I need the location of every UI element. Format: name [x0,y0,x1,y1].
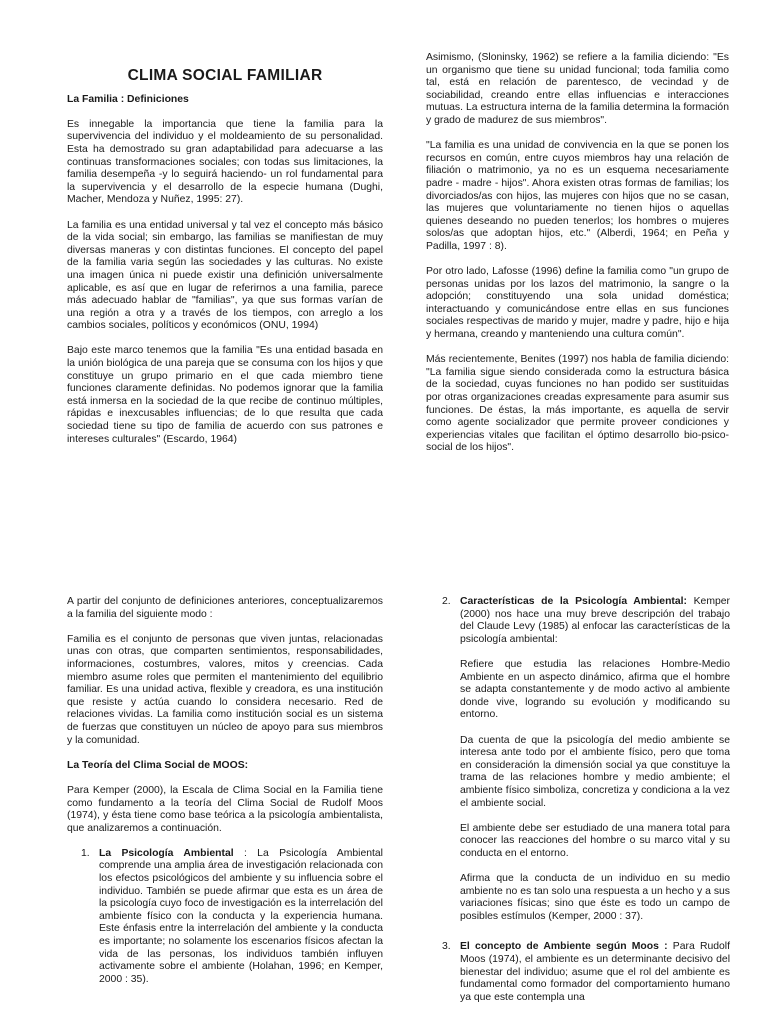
paragraph: Familia es el conjunto de personas que viven juntas, relacionadas unas con otras, que comparten sentimientos, responsabilidades, informaciones, costumbres, valores, mitos y creencias. Cada miembro asume roles que permiten el mantenimiento del equilibrio familiar. Es una unidad activa, flexible y creadora, es una institución que resiste y actúa cuando lo considera necesario. Red de relaciones vividas. La familia como institución social es un sistema de fuerzas que constituyen un núcleo de apoyo para sus miembros y la comunidad. [67,633,383,746]
section-subtitle: La Familia : Definiciones [67,93,189,105]
item-text: Kemper (2000) nos hace una muy breve descripción del trabajo del Claude Levy (1985) al enfocar las características de la psicología ambiental: [460,596,730,645]
item-text: Para Rudolf Moos (1974), el ambiente es un determinante decisivo del bienestar del individuo; asume que el rol del ambiente es fundamental como formador del comportamiento humano ya que este contempla una [460,941,730,1003]
paragraph: "La familia es una unidad de convivencia en la que se ponen los recursos en común, entre cuyos miembros hay una relación de filiación o matrimonio, ya no es un esquema necesariamente padre - madre - hijos". Ahora existen otras formas de familias; los divorciados/as con hijos, las mujeres con hijos que no se casan, las mujeres que voluntariamente no tienen hijos o aquellas quienes deseando no pueden tenerlos; los hombres o mujeres solos/as que adoptan hijos, etc." (Alberdi, 1964; en Peña y Padilla, 1997 : 8). [426,140,729,252]
paragraph: Da cuenta de que la psicología del medio ambiente se interesa ante todo por el ambiente físico, pero que toma en consideración la dimensión social ya que constituye la trama de las relaciones hombre y medio ambiente; el ambiente físico simboliza, concretiza y condiciona a la vez el ambiente social. [460,734,730,809]
left-column-bottom [67,596,383,999]
item-number: 2. [442,596,451,607]
right-column-bottom [428,596,730,1017]
paragraph: Afirma que la conducta de un individuo en su medio ambiente no es tan solo una respuesta a un hecho y a sus variaciones físicas; sino que éste es todo un campo de posibles estímulos (Kemper, 2000 : 37). [460,873,730,922]
paragraph: Es innegable la importancia que tiene la familia para la supervivencia del individuo y el moldeamiento de su personalidad. Esta ha demostrado su gran adaptabilidad para adecuarse a las continuas transformaciones sociales; con todas sus limitaciones, la familia desempeña -y lo seguirá haciendo- un rol fundamental para la supervivencia y el desarrollo de la especie humana (Dughi, Macher, Mendoza y Nuñez, 1995: 27). [67,118,383,206]
paragraph: Refiere que estudia las relaciones Hombre-Medio Ambiente en un aspecto dinámico, afirma que el hombre se adapta constantemente y de modo activo al ambiente donde vive, logrando su evolución y modificando su entorno. [460,658,730,721]
document-title: CLIMA SOCIAL FAMILIAR [127,67,323,84]
numbered-item-1 [67,848,383,987]
document-page-top [0,0,768,510]
paragraph: Bajo este marco tenemos que la familia "Es una entidad basada en la unión biológica de una pareja que se consuma con los hijos y que constituye un grupo primario en el que cada miembro tiene funciones claramente definidas. No podemos ignorar que la familia está inmersa en la sociedad de la que recibe de continuo múltiples, rápidas e inexcusables influencias; de lo que resulta que cada sociedad tiene su tipo de familia de acuerdo con sus patrones e intereses culturales" (Escardo, 1964) [67,345,383,445]
paragraph: Por otro lado, Lafosse (1996) define la familia como "un grupo de personas unidas por los lazos del matrimonio, la sangre o la adopción; constituyendo una sola unidad doméstica; interactuando y comunicándose entre ellas en sus funciones sociales respectivas de marido y mujer, madre y padre, hijo e hija y hermana, creando y manteniendo una cultura común". [426,266,729,341]
item-number: 1. [81,847,90,859]
paragraph: A partir del conjunto de definiciones anteriores, conceptualizaremos a la familia del siguiente modo : [67,596,383,620]
right-column-top [426,52,729,468]
item-title: El concepto de Ambiente según Moos : [460,941,668,953]
section-heading: La Teoría del Clima Social de MOOS: [67,759,249,771]
paragraph: Más recientemente, Benites (1997) nos habla de familia diciendo: "La familia sigue siendo considerada como la estructura básica de la sociedad, cuyas funciones no han podido ser sustituidas por otras organizaciones creadas expresamente para asumir sus funciones. De éstas, la más importante, es aquella de servir como agente socializador que permite proveer condiciones y experiencias vitales que facilitan el óptimo desarrollo bio-psico-social de los hijos". [426,354,729,454]
item-text: : La Psicología Ambiental comprende una amplia área de investigación relacionada con los efectos psicológicos del ambiente y su influencia sobre el individuo. También se puede afirmar que esta es un área de la psicología cuyo foco de investigación es la interrelación del ambiente físico con la conducta y la experiencia humana. Este énfasis entre la interrelación del ambiente y la conducta es importante; no solamente los escenarios físicos afectan la vida de las personas, los individuos también influyen activamente sobre el ambiente (Holahan, 1996; en Kemper, 2000 : 35). [99,847,383,985]
item-title: Características de la Psicología Ambiental: [460,596,687,607]
document-page-bottom [0,578,768,1024]
numbered-item-2 [428,596,730,923]
paragraph: Para Kemper (2000), la Escala de Clima Social en la Familia tiene como fundamento a la teoría del Clima Social de Rudolf Moos (1974), y ésta tiene como base teórica a la psicología ambientalista, que analizaremos a continuación. [67,784,383,834]
paragraph: El ambiente debe ser estudiado de una manera total para conocer las reacciones del hombre o su marco vital y su conducta en el entorno. [460,822,730,859]
item-title: La Psicología Ambiental [99,847,234,859]
item-number: 3. [442,941,451,953]
paragraph: Asimismo, (Sloninsky, 1962) se refiere a la familia diciendo: "Es un organismo que tiene su unidad funcional; toda familia como tal, está en relación de parentesco, de vecindad y de sociabilidad, creando entre ellas influencias e interacciones mutuas. La estructura interna de la familia determina la formación y grado de madurez de sus miembros". [426,52,729,126]
numbered-item-3 [428,941,730,1004]
paragraph: La familia es una entidad universal y tal vez el concepto más básico de la vida social; sin embargo, las familias se manifiestan de muy diversas maneras y con distintas funciones. El concepto del papel de la familia varia según las sociedades y las culturas. No existe una imagen única ni puede existir una definición universalmente aplicable, es así que en lugar de referirnos a una familia, parece más adecuado hablar de "familias", ya que sus formas varían de una región a otra y a través de los tiempos, con arreglo a los cambios sociales, políticos y económicos (ONU, 1994) [67,219,383,332]
left-column-top [67,67,383,459]
